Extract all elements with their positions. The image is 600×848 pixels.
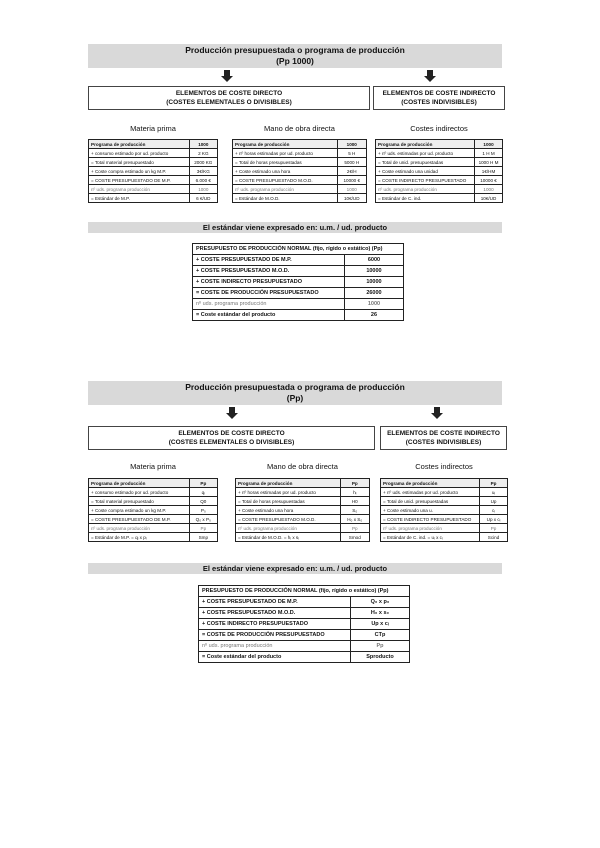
table-row xyxy=(381,479,508,488)
row-label: = COSTE PRESUPUESTADO M.O.D. xyxy=(236,515,341,524)
budget-label: = COSTE DE PRODUCCIÓN PRESUPUESTADO xyxy=(199,630,351,641)
row-label: = Estándar de M.P. = qᵢ x pᵢ xyxy=(89,533,190,542)
row-label: = Estándar de C. ind. xyxy=(376,194,475,203)
budget-row xyxy=(199,597,410,608)
row-value: 10€/UD xyxy=(337,194,366,203)
row-label: = Total de unid. presupuestadas xyxy=(381,497,480,506)
row-label: + consumo estimado por ud. producto xyxy=(89,149,190,158)
indirect-cost-subtitle: (COSTES INDIVISIBLES) xyxy=(405,439,482,446)
row-value: qᵢ xyxy=(189,488,217,497)
bottom-header-title: Producción presupuestada o programa de producción xyxy=(185,382,405,392)
row-value: 10000 € xyxy=(337,176,366,185)
budget-label: + COSTE INDIRECTO PRESUPUESTADO xyxy=(193,277,345,288)
row-value: H0 xyxy=(340,497,369,506)
row-label: + consumo estimado por ud. producto xyxy=(89,488,190,497)
table-row xyxy=(89,533,218,542)
row-value: 1000 xyxy=(337,140,366,149)
indirect-cost-subtitle: (COSTES INDIVISIBLES) xyxy=(401,99,477,106)
row-label: = COSTE INDIRECTO PRESUPUESTADO xyxy=(381,515,480,524)
col-title-mano-obra: Mano de obra directa xyxy=(264,124,335,133)
row-label: Programa de producción xyxy=(233,140,338,149)
row-value: 2€/H xyxy=(337,167,366,176)
col-title-costes-indirectos: Costes indirectos xyxy=(415,462,473,471)
col-title-mano-obra: Mano de obra directa xyxy=(267,462,338,471)
table-row xyxy=(236,488,370,497)
table-row xyxy=(89,488,218,497)
row-value: Up xyxy=(480,497,508,506)
budget-value: 10000 xyxy=(344,277,403,288)
bottom-header-subtitle: (Pp) xyxy=(286,393,304,403)
row-label: = COSTE INDIRECTO PRESUPUESTADO xyxy=(376,176,475,185)
row-label: = Estándar de M.P. xyxy=(89,194,190,203)
row-label: + nº uds. estimadas por ud. producto xyxy=(381,488,480,497)
table-row xyxy=(89,524,218,533)
row-label: Programa de producción xyxy=(236,479,341,488)
budget-label: = Coste estándar del producto xyxy=(199,652,351,663)
row-label: + nº horas estimadas por ud. producto xyxy=(233,149,338,158)
budget-label: nº uds. programa producción xyxy=(193,299,345,310)
row-label: = Total material presupuestado xyxy=(89,158,190,167)
table-materia-prima xyxy=(88,478,218,542)
budget-value: 1000 xyxy=(344,299,403,310)
table-costes-indirectos xyxy=(380,478,508,542)
budget-label: + COSTE PRESUPUESTADO DE M.P. xyxy=(199,597,351,608)
row-label: + Coste compra estimado un kg M.P. xyxy=(89,506,190,515)
table-row xyxy=(89,479,218,488)
direct-cost-subtitle: (COSTES ELEMENTALES O DIVISIBLES) xyxy=(168,439,295,446)
row-value: 2000 KG xyxy=(189,158,217,167)
budget-value: 10000 xyxy=(344,266,403,277)
row-label: nº uds. programa producción xyxy=(236,524,341,533)
row-value: 1000 xyxy=(189,185,217,194)
row-label: = COSTE PRESUPUESTADO DE M.P. xyxy=(89,515,190,524)
row-value: 1000 xyxy=(189,140,217,149)
budget-value: Sproducto xyxy=(350,652,409,663)
row-value: Q₀ x P₀ xyxy=(189,515,217,524)
standard-band: El estándar viene expresado en: u.m. / ud. producto xyxy=(88,563,502,574)
row-value: 1€/HM xyxy=(475,167,503,176)
row-value: S₀ xyxy=(340,506,369,515)
row-label: Programa de producción xyxy=(376,140,475,149)
budget-label: nº uds. programa producción xyxy=(199,641,351,652)
direct-cost-title: ELEMENTOS DE COSTE DIRECTO xyxy=(178,430,285,437)
row-label: + Coste estimado una hora xyxy=(236,506,341,515)
col-title-materia-prima: Materia prima xyxy=(130,124,176,133)
budget-value: Up x cᵢ xyxy=(350,619,409,630)
row-value: 10€/UD xyxy=(475,194,503,203)
budget-label: = Coste estándar del producto xyxy=(193,310,345,321)
budget-value: 26000 xyxy=(344,288,403,299)
table-row xyxy=(236,497,370,506)
table-row xyxy=(381,488,508,497)
indirect-cost-title: ELEMENTOS DE COSTE INDIRECTO xyxy=(387,430,500,437)
budget-label: = COSTE DE PRODUCCIÓN PRESUPUESTADO xyxy=(193,288,345,299)
row-label: Programa de producción xyxy=(89,479,190,488)
row-value: Up x cᵢ xyxy=(480,515,508,524)
table-row xyxy=(236,524,370,533)
budget-value: 26 xyxy=(344,310,403,321)
row-value: 3€/KG xyxy=(189,167,217,176)
row-label: = Total de horas presupuestadas xyxy=(236,497,341,506)
row-value: Pp xyxy=(480,524,508,533)
row-label: = Estándar de M.O.D. xyxy=(233,194,338,203)
row-value: Pp xyxy=(340,479,369,488)
budget-label: + COSTE PRESUPUESTADO M.O.D. xyxy=(193,266,345,277)
budget-row xyxy=(199,619,410,630)
table-row xyxy=(381,506,508,515)
row-value: H₀ x S₀ xyxy=(340,515,369,524)
row-label: = COSTE PRESUPUESTADO DE M.P. xyxy=(89,176,190,185)
row-label: = Total de unid. presupuestadas xyxy=(376,158,475,167)
budget-value: 6000 xyxy=(344,255,403,266)
table-row xyxy=(236,515,370,524)
row-label: = Estándar de C. ind. = uᵢ x cᵢ xyxy=(381,533,480,542)
row-label: + nº horas estimadas por ud. producto xyxy=(236,488,341,497)
budget-row xyxy=(199,652,410,663)
row-label: Programa de producción xyxy=(381,479,480,488)
row-value: Smod xyxy=(340,533,369,542)
row-value: hᵢ xyxy=(340,488,369,497)
row-label: + Coste compra estimado un kg M.P. xyxy=(89,167,190,176)
budget-row xyxy=(199,586,410,597)
row-value: 6 €/UD xyxy=(189,194,217,203)
row-value: P₀ xyxy=(189,506,217,515)
row-value: uᵢ xyxy=(480,488,508,497)
row-value: Pp xyxy=(189,479,217,488)
row-label: nº uds. programa producción xyxy=(89,524,190,533)
row-label: + Coste estimado una unidad xyxy=(376,167,475,176)
table-row xyxy=(236,533,370,542)
row-label: + Coste estimado una hora xyxy=(233,167,338,176)
direct-cost-title: ELEMENTOS DE COSTE DIRECTO xyxy=(175,90,283,97)
budget-value: Q₀ x p₀ xyxy=(350,597,409,608)
row-label: + Coste estimado una u. xyxy=(381,506,480,515)
standard-band: El estándar viene expresado en: u.m. / ud. producto xyxy=(88,222,502,233)
table-row xyxy=(381,524,508,533)
row-label: = Total de horas presupuestadas xyxy=(233,158,338,167)
budget-table xyxy=(198,585,410,663)
budget-title: PRESUPUESTO DE PRODUCCIÓN NORMAL (fijo, rígido o estático) (Pp) xyxy=(199,586,410,597)
row-value: Pp xyxy=(340,524,369,533)
table-row xyxy=(89,515,218,524)
row-label: nº uds. programa producción xyxy=(233,185,338,194)
row-value: 1000 xyxy=(475,140,503,149)
indirect-cost-title: ELEMENTOS DE COSTE INDIRECTO xyxy=(382,90,496,97)
row-label: nº uds. programa producción xyxy=(381,524,480,533)
row-value: 1000 H M xyxy=(475,158,503,167)
direct-cost-box xyxy=(88,426,375,450)
budget-row xyxy=(199,641,410,652)
row-label: = Total material presupuestado xyxy=(89,497,190,506)
row-value: Scind xyxy=(480,533,508,542)
table-row xyxy=(89,497,218,506)
row-value: cᵢ xyxy=(480,506,508,515)
budget-value: Pp xyxy=(350,641,409,652)
row-value: 1 H M xyxy=(475,149,503,158)
table-row xyxy=(236,506,370,515)
budget-label: + COSTE INDIRECTO PRESUPUESTADO xyxy=(199,619,351,630)
table-row xyxy=(381,533,508,542)
col-title-materia-prima: Materia prima xyxy=(130,462,176,471)
row-value: 10000 € xyxy=(475,176,503,185)
table-row xyxy=(381,515,508,524)
row-label: = COSTE PRESUPUESTADO M.O.D. xyxy=(233,176,338,185)
row-label: nº uds. programa producción xyxy=(376,185,475,194)
budget-row xyxy=(199,630,410,641)
bottom-header xyxy=(88,381,502,405)
budget-row xyxy=(199,608,410,619)
row-value: Pp xyxy=(480,479,508,488)
table-mano-obra xyxy=(235,478,370,542)
row-value: Q0 xyxy=(189,497,217,506)
budget-value: H₀ x s₀ xyxy=(350,608,409,619)
indirect-cost-box xyxy=(380,426,507,450)
col-title-costes-indirectos: Costes indirectos xyxy=(410,124,468,133)
row-value: 1000 xyxy=(337,185,366,194)
top-header-subtitle: (Pp 1000) xyxy=(276,56,314,66)
direct-cost-subtitle: (COSTES ELEMENTALES O DIVISIBLES) xyxy=(166,99,292,106)
row-value: 5 H xyxy=(337,149,366,158)
budget-label: + COSTE PRESUPUESTADO DE M.P. xyxy=(193,255,345,266)
row-label: nº uds. programa producción xyxy=(89,185,190,194)
row-value: 1000 xyxy=(475,185,503,194)
table-row xyxy=(89,506,218,515)
table-row xyxy=(236,479,370,488)
budget-label: + COSTE PRESUPUESTADO M.O.D. xyxy=(199,608,351,619)
row-label: + nº uds. estimadas por ud. producto xyxy=(376,149,475,158)
row-value: 5000 H xyxy=(337,158,366,167)
top-header-title: Producción presupuestada o programa de producción xyxy=(185,45,405,55)
row-value: Smp xyxy=(189,533,217,542)
budget-value: CTp xyxy=(350,630,409,641)
table-row xyxy=(381,497,508,506)
row-label: = Estándar de M.O.D. = hᵢ x sᵢ xyxy=(236,533,341,542)
budget-title: PRESUPUESTO DE PRODUCCIÓN NORMAL (fijo, rígido o estático) (Pp) xyxy=(193,244,404,255)
row-label: Programa de producción xyxy=(89,140,190,149)
row-value: Pp xyxy=(189,524,217,533)
row-value: 6.000 € xyxy=(189,176,217,185)
row-value: 2 KG xyxy=(189,149,217,158)
